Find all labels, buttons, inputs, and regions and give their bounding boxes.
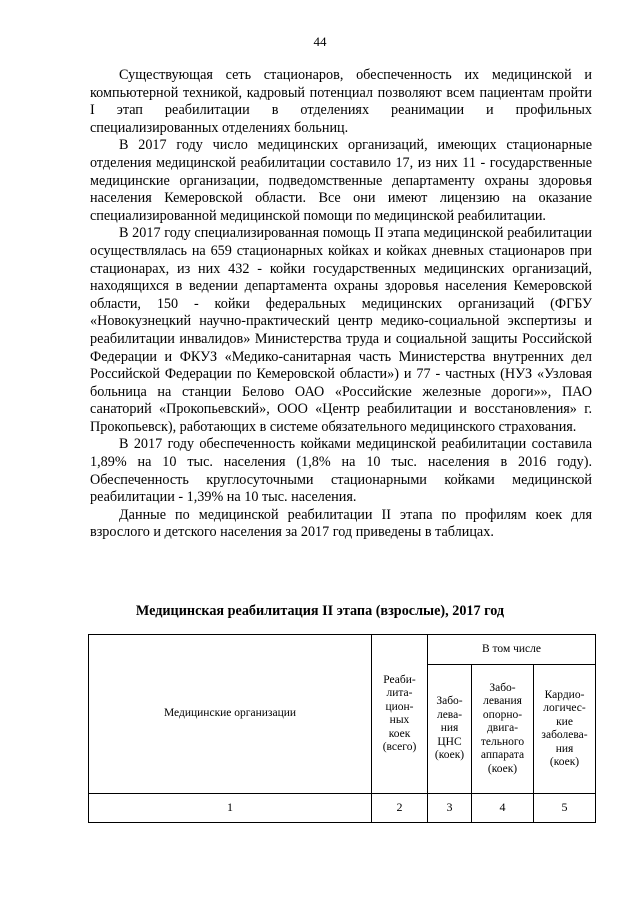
column-number: 1 — [89, 794, 372, 823]
paragraph: Существующая сеть стационаров, обеспеченность их медицинской и компьютерной техникой, кадровый потенциал позволяют всем пациентам пройти I этап реабилитации в отделениях реанимации и профильных специализированных отделениях больниц. — [90, 67, 592, 136]
page-number: 44 — [313, 34, 327, 49]
header-organizations: Медицинские организации — [89, 635, 372, 794]
header-cardio: Кардио- логичес- кие заболева- ния (коек) — [534, 665, 596, 794]
paragraph: В 2017 году специализированная помощь II этапа медицинской реабилитации осуществлялась на 659 стационарных койках и койках дневных стационаров при стационарах, из них 432 - койки государственных медицинских организаций, находящихся в ведении департамента охраны здоровья населения Кемеровской области, 150 - койки федеральных медицинских организаций (ФГБУ «Новокузнецкий научно-практический центр медико-социальной экспертизы и реабилитации инвалидов» Министерства труда и социальной защиты Российской Федерации и ФКУЗ «Медико-санитарная часть Министерства внутренних дел Российской Федерации по Кемеровской области») и 77 - частных (НУЗ «Узловая больница на станции Белово ОАО «Российские железные дороги»», ПАО санаторий «Прокопьевский», ООО «Центр реабилитации и восстановления» г. Прокопьевск), работающих в системе обязательного медицинского страхования. — [90, 225, 592, 435]
column-number-row — [89, 794, 596, 823]
rehab-table — [88, 634, 596, 823]
paragraph: В 2017 году число медицинских организаций, имеющих стационарные отделения медицинской реабилитации составило 17, из них 11 - государственные медицинские организации, подведомственные департаменту охраны здоровья населения Кемеровской области. Все они имеют лицензию на оказание специализированной медицинской помощи по медицинской реабилитации. — [90, 137, 592, 224]
header-including: В том числе — [428, 635, 596, 665]
column-number: 5 — [534, 794, 596, 823]
header-cns: Забо- лева- ния ЦНС (коек) — [428, 665, 472, 794]
paragraph: В 2017 году обеспеченность койками медицинской реабилитации составила 1,89% на 10 тыс. населения (1,8% на 10 тыс. населения в 2016 году). Обеспеченность круглосуточными стационарными койками медицинской реабилитации - 1,39% на 10 тыс. населения. — [90, 436, 592, 506]
table-title: Медицинская реабилитация II этапа (взрослые), 2017 год — [135, 603, 505, 619]
header-musculoskeletal: Забо- левания опорно- двига- тельного аппарата (коек) — [472, 665, 534, 794]
column-number: 4 — [472, 794, 534, 823]
paragraph: Данные по медицинской реабилитации II этапа по профилям коек для взрослого и детского населения за 2017 год приведены в таблицах. — [90, 506, 592, 541]
column-number: 3 — [428, 794, 472, 823]
header-rehab-beds: Реаби- лита- цион- ных коек (всего) — [372, 635, 428, 794]
column-number: 2 — [372, 794, 428, 823]
body-text — [90, 67, 592, 542]
